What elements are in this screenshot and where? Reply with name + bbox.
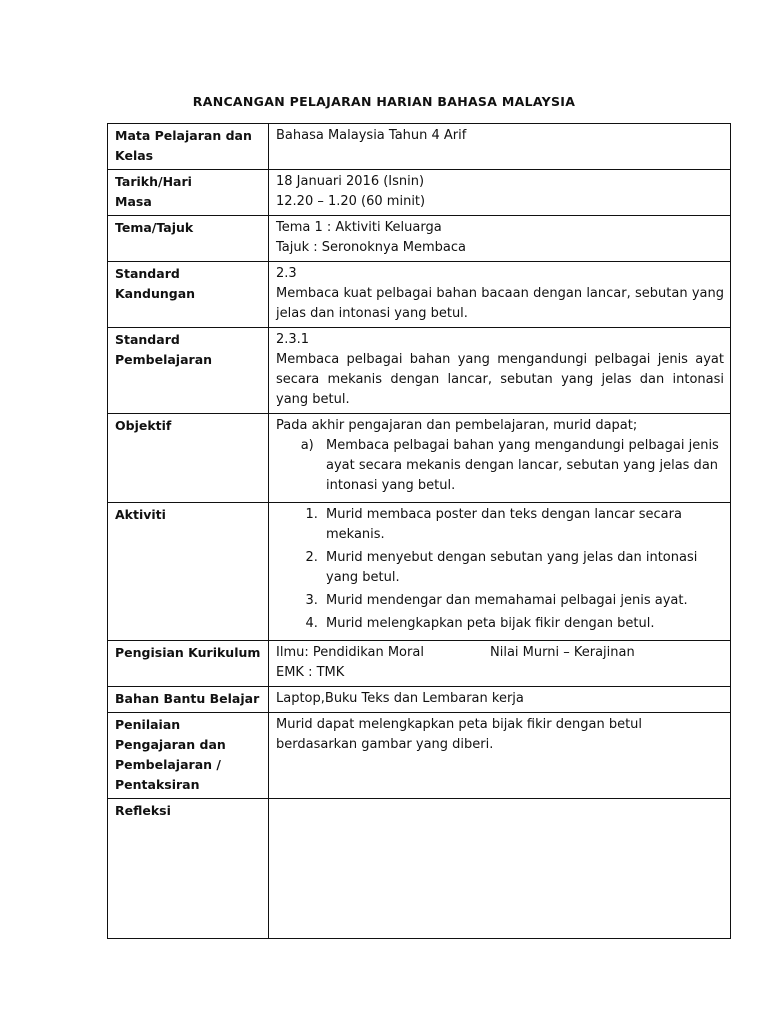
table-row: [108, 170, 731, 216]
list-item: 2. Murid menyebut dengan sebutan yang jelas dan intonasi yang betul.: [322, 548, 724, 588]
table-row: [108, 799, 731, 939]
row-value-pengisian: [269, 641, 731, 687]
time-text: 12.20 – 1.20 (60 minit): [276, 194, 426, 209]
document-title: RANCANGAN PELAJARAN HARIAN BAHASA MALAYSIA: [192, 94, 576, 109]
date-text: 18 Januari 2016 (Isnin): [276, 174, 425, 189]
label-tarikh-hari: Tarikh/Hari: [115, 174, 192, 189]
label-pembelajaran: Pembelajaran: [115, 352, 213, 367]
aktiviti-list: [276, 505, 724, 634]
label-masa: Masa: [115, 194, 152, 209]
row-label-pengisian: Pengisian Kurikulum: [108, 641, 269, 687]
row-value-tarikh: [269, 170, 731, 216]
standard-kandungan-code: 2.3: [276, 266, 297, 281]
table-row: [108, 713, 731, 799]
table-row: [108, 262, 731, 328]
list-item: 3. Murid mendengar dan memahamai pelbagai jenis ayat.: [322, 591, 724, 611]
objektif-list: [276, 436, 724, 496]
row-label-standard-pembelajaran: [108, 328, 269, 414]
kurikulum-line: [276, 643, 724, 663]
row-label-tema: Tema/Tajuk: [108, 216, 269, 262]
standard-kandungan-text: Membaca kuat pelbagai bahan bacaan dengan lancar, sebutan yang jelas dan intonasi yang betul.: [276, 286, 724, 321]
list-item: 4. Murid melengkapkan peta bijak fikir dengan betul.: [322, 614, 724, 634]
row-label-mata-pelajaran: Mata Pelajaran dan Kelas: [108, 124, 269, 170]
row-value-aktiviti: [269, 503, 731, 641]
objektif-intro: Pada akhir pengajaran dan pembelajaran, murid dapat;: [276, 418, 638, 433]
table-row: [108, 414, 731, 503]
tema-text: Tema 1 : Aktiviti Keluarga: [276, 220, 442, 235]
standard-pembelajaran-code: 2.3.1: [276, 332, 310, 347]
ilmu-text: Ilmu: Pendidikan Moral: [276, 645, 424, 660]
row-label-tarikh: [108, 170, 269, 216]
table-row: [108, 687, 731, 713]
table-row: [108, 641, 731, 687]
table-row: [108, 503, 731, 641]
row-value-refleksi: [269, 799, 731, 939]
list-item: a. Membaca pelbagai bahan yang mengandungi pelbagai jenis ayat secara mekanis dengan lancar, sebutan yang jelas dan intonasi yang betul.: [322, 436, 724, 496]
tajuk-text: Tajuk : Seronoknya Membaca: [276, 240, 467, 255]
emk-text: EMK : TMK: [276, 665, 345, 680]
row-value-objektif: [269, 414, 731, 503]
row-value-standard-kandungan: [269, 262, 731, 328]
label-standard: Standard: [115, 332, 180, 347]
table-row: [108, 328, 731, 414]
row-label-penilaian: Penilaian Pengajaran dan Pembelajaran / Pentaksiran: [108, 713, 269, 799]
row-label-bahan: Bahan Bantu Belajar: [108, 687, 269, 713]
list-item: 1. Murid membaca poster dan teks dengan lancar secara mekanis.: [322, 505, 724, 545]
table-row: [108, 124, 731, 170]
row-label-refleksi: Refleksi: [108, 799, 269, 939]
row-label-aktiviti: Aktiviti: [108, 503, 269, 641]
row-value-tema: [269, 216, 731, 262]
lesson-plan-table: [107, 123, 731, 939]
row-value-penilaian: Murid dapat melengkapkan peta bijak fikir dengan betul berdasarkan gambar yang diberi.: [269, 713, 731, 799]
row-label-objektif: Objektif: [108, 414, 269, 503]
nilai-text: Nilai Murni – Kerajinan: [490, 645, 635, 660]
table-row: [108, 216, 731, 262]
row-value-mata-pelajaran: Bahasa Malaysia Tahun 4 Arif: [269, 124, 731, 170]
row-value-standard-pembelajaran: [269, 328, 731, 414]
row-value-bahan: Laptop,Buku Teks dan Lembaran kerja: [269, 687, 731, 713]
row-label-standard-kandungan: Standard Kandungan: [108, 262, 269, 328]
standard-pembelajaran-text: Membaca pelbagai bahan yang mengandungi pelbagai jenis ayat secara mekanis dengan lancar, sebutan yang jelas dan intonasi yang betul.: [276, 352, 724, 407]
